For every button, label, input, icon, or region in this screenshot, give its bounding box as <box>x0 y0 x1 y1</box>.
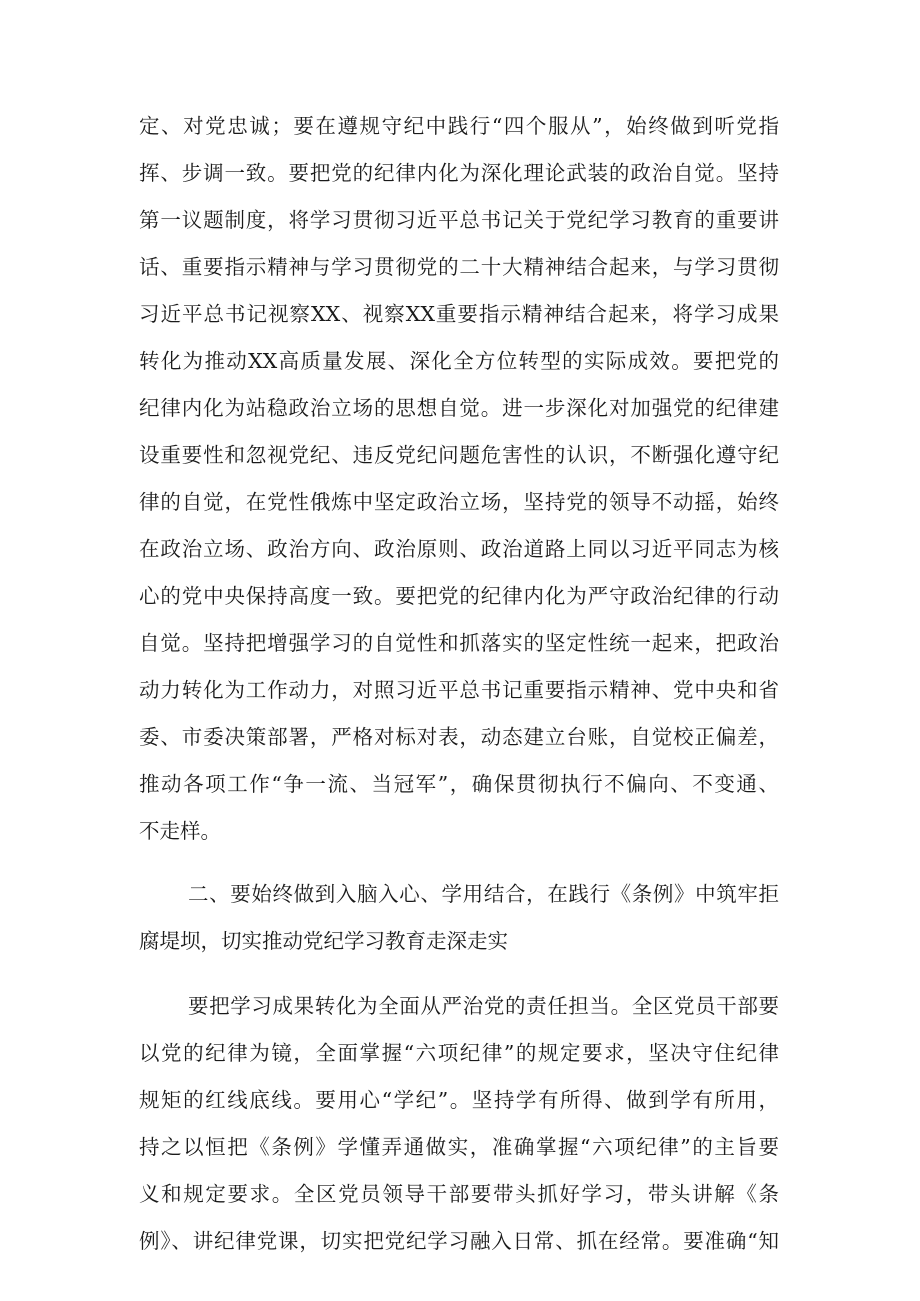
text-line: 例》、讲纪律党课，切实把党纪学习融入日常、抓在经常。要准确“知 <box>139 1229 779 1253</box>
heading-line: 腐堤坝，切实推动党纪学习教育走深走实 <box>139 929 508 953</box>
text-line: 委、市委决策部署，严格对标对表，动态建立台账，自觉校正偏差， <box>139 725 779 749</box>
text-line: 动力转化为工作动力，对照习近平总书记重要指示精神、党中央和省 <box>139 678 779 702</box>
text-line: 习近平总书记视察XX、视察XX重要指示精神结合起来，将学习成果 <box>139 302 779 326</box>
text-line: 纪律内化为站稳政治立场的思想自觉。进一步深化对加强党的纪律建 <box>139 396 779 420</box>
text-line: 推动各项工作“争一流、当冠军”，确保贯彻执行不偏向、不变通、 <box>139 772 779 796</box>
text-line: 定、对党忠诚；要在遵规守纪中践行“四个服从”，始终做到听党指 <box>139 114 779 138</box>
text-line: 自觉。坚持把增强学习的自觉性和抓落实的坚定性统一起来，把政治 <box>139 631 779 655</box>
heading-line: 二、要始终做到入脑入心、学用结合，在践行《条例》中筑牢拒 <box>188 882 779 906</box>
text-line: 话、重要指示精神与学习贯彻党的二十大精神结合起来，与学习贯彻 <box>139 255 779 279</box>
text-line: 要把学习成果转化为全面从严治党的责任担当。全区党员干部要 <box>188 994 779 1018</box>
text-line: 不走样。 <box>139 819 221 843</box>
text-line: 挥、步调一致。要把党的纪律内化为深化理论武装的政治自觉。坚持 <box>139 161 779 185</box>
text-line: 第一议题制度，将学习贯彻习近平总书记关于党纪学习教育的重要讲 <box>139 208 779 232</box>
text-line: 规矩的红线底线。要用心“学纪”。坚持学有所得、做到学有所用， <box>139 1088 779 1112</box>
text-line: 以党的纪律为镜，全面掌握“六项纪律”的规定要求，坚决守住纪律 <box>139 1041 779 1065</box>
text-line: 心的党中央保持高度一致。要把党的纪律内化为严守政治纪律的行动 <box>139 584 779 608</box>
text-line: 持之以恒把《条例》学懂弄通做实，准确掌握“六项纪律”的主旨要 <box>139 1135 779 1159</box>
text-line: 转化为推动XX高质量发展、深化全方位转型的实际成效。要把党的 <box>139 349 779 373</box>
text-line: 义和规定要求。全区党员领导干部要带头抓好学习，带头讲解《条 <box>139 1182 779 1206</box>
text-line: 律的自觉，在党性俄炼中坚定政治立场，坚持党的领导不动摇，始终 <box>139 490 779 514</box>
text-line: 在政治立场、政治方向、政治原则、政治道路上同以习近平同志为核 <box>139 537 779 561</box>
text-line: 设重要性和忽视党纪、违反党纪问题危害性的认识，不断强化遵守纪 <box>139 443 779 467</box>
